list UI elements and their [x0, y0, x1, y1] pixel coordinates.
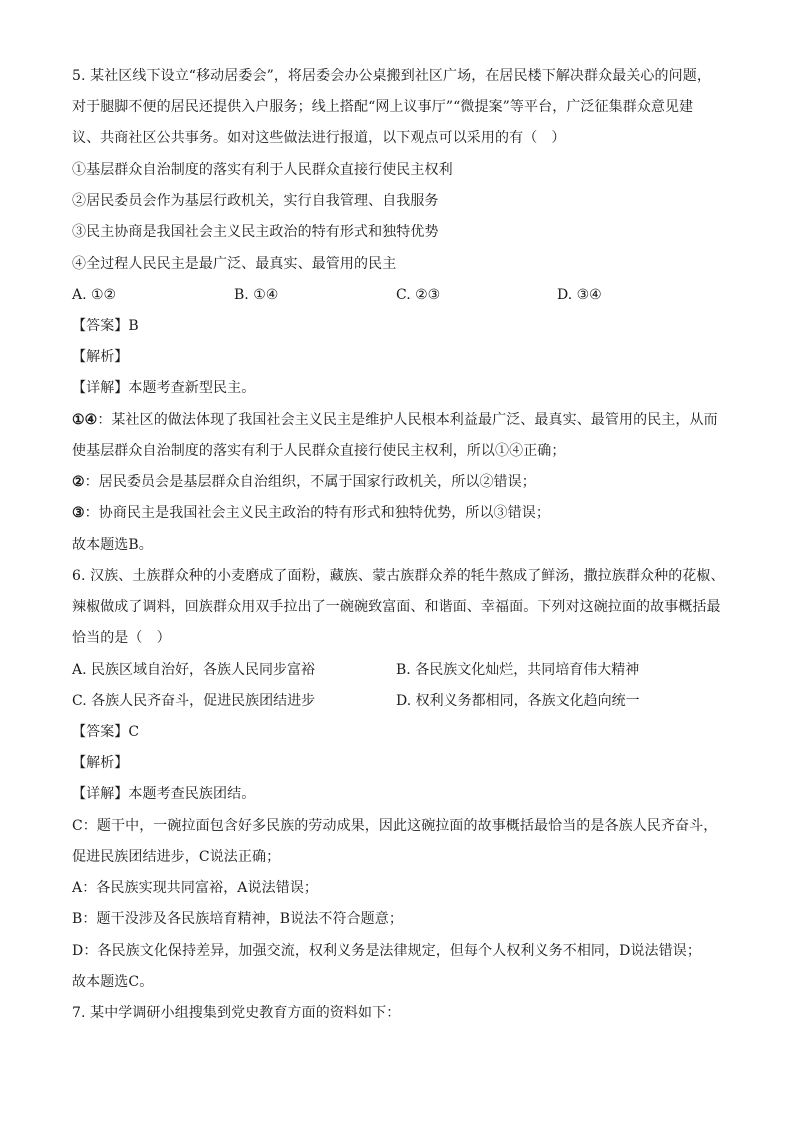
- q5-exp-marker-2: ②: [72, 474, 85, 490]
- q6-detail: 【详解】本题考查民族团结。: [72, 786, 256, 802]
- q6-explanation-a: A：各民族实现共同富裕，A说法错误；: [72, 880, 319, 896]
- q6-option-b: B. 各民族文化灿烂，共同培育伟大精神: [396, 662, 640, 678]
- q5-detail: 【详解】本题考查新型民主。: [72, 380, 256, 396]
- q6-explanation-c-1: C：题干中，一碗拉面包含好多民族的劳动成果，因此这碗拉面的故事概括最恰当的是各族人民齐奋斗，: [72, 818, 718, 834]
- q6-option-c: C. 各族人民齐奋斗，促进民族团结进步: [72, 693, 316, 709]
- q6-conclusion: 故本题选C。: [72, 974, 154, 990]
- q5-answer: 【答案】B: [72, 318, 139, 334]
- q5-option-c: C. ②③: [396, 287, 441, 303]
- q6-option-d: D. 权利义务都相同，各族文化趋向统一: [396, 693, 640, 709]
- q5-statement-4: ④全过程人民民主是最广泛、最真实、最管用的民主: [72, 256, 397, 272]
- q6-option-a: A. 民族区域自治好，各族人民同步富裕: [72, 662, 316, 678]
- q6-stem-line-3: 恰当的是（ ）: [72, 630, 171, 646]
- q5-option-d: D. ③④: [557, 287, 602, 303]
- q5-stem-line-2: 对于腿脚不便的居民还提供入户服务；线上搭配“网上议事厅”“微提案”等平台，广泛征集群众意见建: [72, 99, 694, 115]
- q5-option-b: B. ①④: [234, 287, 279, 303]
- q6-explanation-d: D：各民族文化保持差异，加强交流，权利义务是法律规定，但每个人权利义务不相同，D说法错误；: [72, 943, 701, 959]
- q5-conclusion: 故本题选B。: [72, 537, 153, 553]
- q6-answer: 【答案】C: [72, 724, 140, 740]
- q6-explanation-c-2: 促进民族团结进步，C说法正确；: [72, 849, 281, 865]
- q5-stem-line-3: 议、共商社区公共事务。如对这些做法进行报道，以下观点可以采用的有（ ）: [72, 130, 566, 146]
- q5-explanation-2: [72, 472, 732, 492]
- q5-explanation-3: [72, 503, 732, 523]
- q5-explanation-1a: [72, 410, 732, 430]
- q5-option-a: A. ①②: [72, 287, 117, 303]
- q5-exp-text-3: ：协商民主是我国社会主义民主政治的特有形式和独特优势，所以③错误；: [84, 505, 550, 521]
- q5-analysis-label: 【解析】: [72, 349, 129, 365]
- q6-stem-line-1: 6. 汉族、土族群众种的小麦磨成了面粉，藏族、蒙古族群众养的牦牛熬成了鲜汤，撒拉族群众种的花椒、: [72, 568, 725, 584]
- q6-stem-line-2: 辣椒做成了调料，回族群众用双手拉出了一碗碗致富面、和谐面、幸福面。下列对这碗拉面的故事概括最: [72, 599, 721, 615]
- q5-stem-line-1: 5. 某社区线下设立“移动居委会”，将居委会办公桌搬到社区广场，在居民楼下解决群众最关心的问题，: [72, 68, 711, 84]
- q6-analysis-label: 【解析】: [72, 755, 129, 771]
- q7-stem-line-1: 7. 某中学调研小组搜集到党史教育方面的资料如下：: [72, 1005, 401, 1021]
- q5-exp-marker-14: ①④: [72, 412, 98, 428]
- q5-statement-2: ②居民委员会作为基层行政机关，实行自我管理、自我服务: [72, 193, 439, 209]
- q5-statement-1: ①基层群众自治制度的落实有利于人民群众直接行使民主权利: [72, 162, 453, 178]
- q5-exp-text-2: ：居民委员会是基层群众自治组织，不属于国家行政机关，所以②错误；: [84, 474, 536, 490]
- q5-exp-marker-3: ③: [72, 505, 85, 521]
- q5-explanation-1b: 使基层群众自治制度的落实有利于人民群众直接行使民主权利，所以①④正确；: [72, 443, 566, 459]
- q5-statement-3: ③民主协商是我国社会主义民主政治的特有形式和独特优势: [72, 224, 439, 240]
- q6-explanation-b: B：题干没涉及各民族培育精神，B说法不符合题意；: [72, 911, 403, 927]
- q5-exp-text-1a: ：某社区的做法体现了我国社会主义民主是维护人民根本利益最广泛、最真实、最管用的民主，从而: [97, 412, 718, 428]
